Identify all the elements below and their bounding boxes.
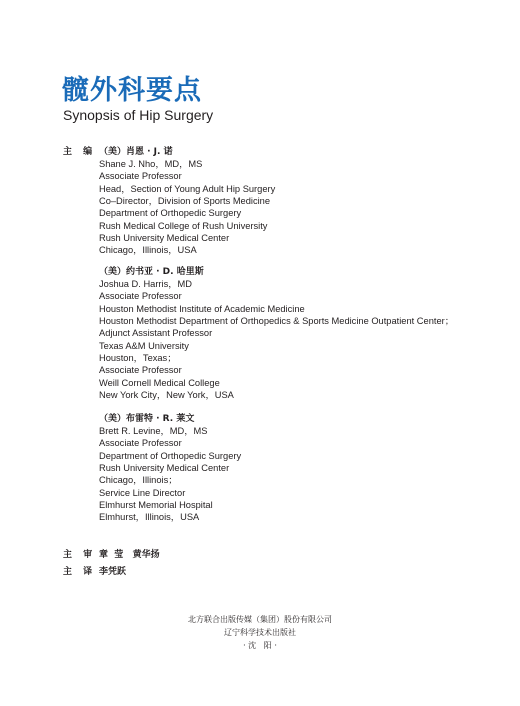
translator-label: 主 译 [63,567,97,577]
affiliation-line: Department of Orthopedic Surgery [99,208,242,219]
affiliation-line: Chicago，Illinois，USA [99,245,197,256]
affiliation-line: Shane J. Nho，MD，MS [99,159,203,169]
affiliation-line: Associate Professor [99,171,182,182]
publisher-name: 辽宁科学技术出版社 [224,628,296,637]
affiliation-line: Head，Section of Young Adult Hip Surgery [99,183,276,194]
editor-1-affiliations [99,158,275,257]
affiliation-line: Adjunct Assistant Professor [99,328,213,339]
affiliation-line: Chicago，Illinois； [99,475,178,486]
affiliation-line: Joshua D. Harris，MD [99,279,192,289]
editor-3-name: （美）布雷特 · R. 莱文 [99,414,195,424]
affiliation-line: Associate Professor [99,438,182,449]
affiliation-line: Associate Professor [99,365,182,376]
affiliation-line: Weill Cornell Medical College [99,377,220,388]
affiliation-line: Rush University Medical Center [99,233,230,244]
publisher-group: 北方联合出版传媒（集团）股份有限公司 [188,615,332,624]
reviewers-names: 章 莹 黄华扬 [99,550,160,560]
affiliation-line: Houston Methodist Department of Orthopedics & Sports Medicine Outpatient Center； [99,316,455,327]
affiliation-line: Elmhurst，Illinois，USA [99,512,200,523]
affiliation-line: Houston，Texas； [99,353,177,364]
affiliation-line: Rush Medical College of Rush University [99,220,268,231]
publisher-city: · 沈 阳 · [243,641,277,650]
editor-1-name: （美）肖恩 · J. 诺 [99,147,173,157]
affiliation-line: New York City，New York，USA [99,390,234,401]
book-title-chinese: 髋外科要点 [62,75,202,106]
editor-2-affiliations [99,278,454,401]
affiliation-line: Brett R. Levine，MD，MS [99,426,208,436]
affiliation-line: Department of Orthopedic Surgery [99,450,242,461]
affiliation-line: Houston Methodist Institute of Academic Medicine [99,303,305,314]
affiliation-line: Texas A&M University [99,340,189,351]
affiliation-line: Associate Professor [99,291,182,302]
affiliation-line: Elmhurst Memorial Hospital [99,500,213,511]
editors-label: 主 编 [63,147,97,157]
affiliation-line: Co–Director，Division of Sports Medicine [99,196,271,207]
editor-2-name: （美）约书亚 · D. 哈里斯 [99,267,204,277]
affiliation-line: Rush University Medical Center [99,463,230,474]
reviewers-label: 主 审 [63,550,97,560]
affiliation-line: Service Line Director [99,487,186,498]
translator-name: 李凭跃 [99,567,127,577]
editor-3-affiliations [99,425,241,524]
publisher-block [0,613,520,652]
book-title-english: Synopsis of Hip Surgery [63,107,214,123]
